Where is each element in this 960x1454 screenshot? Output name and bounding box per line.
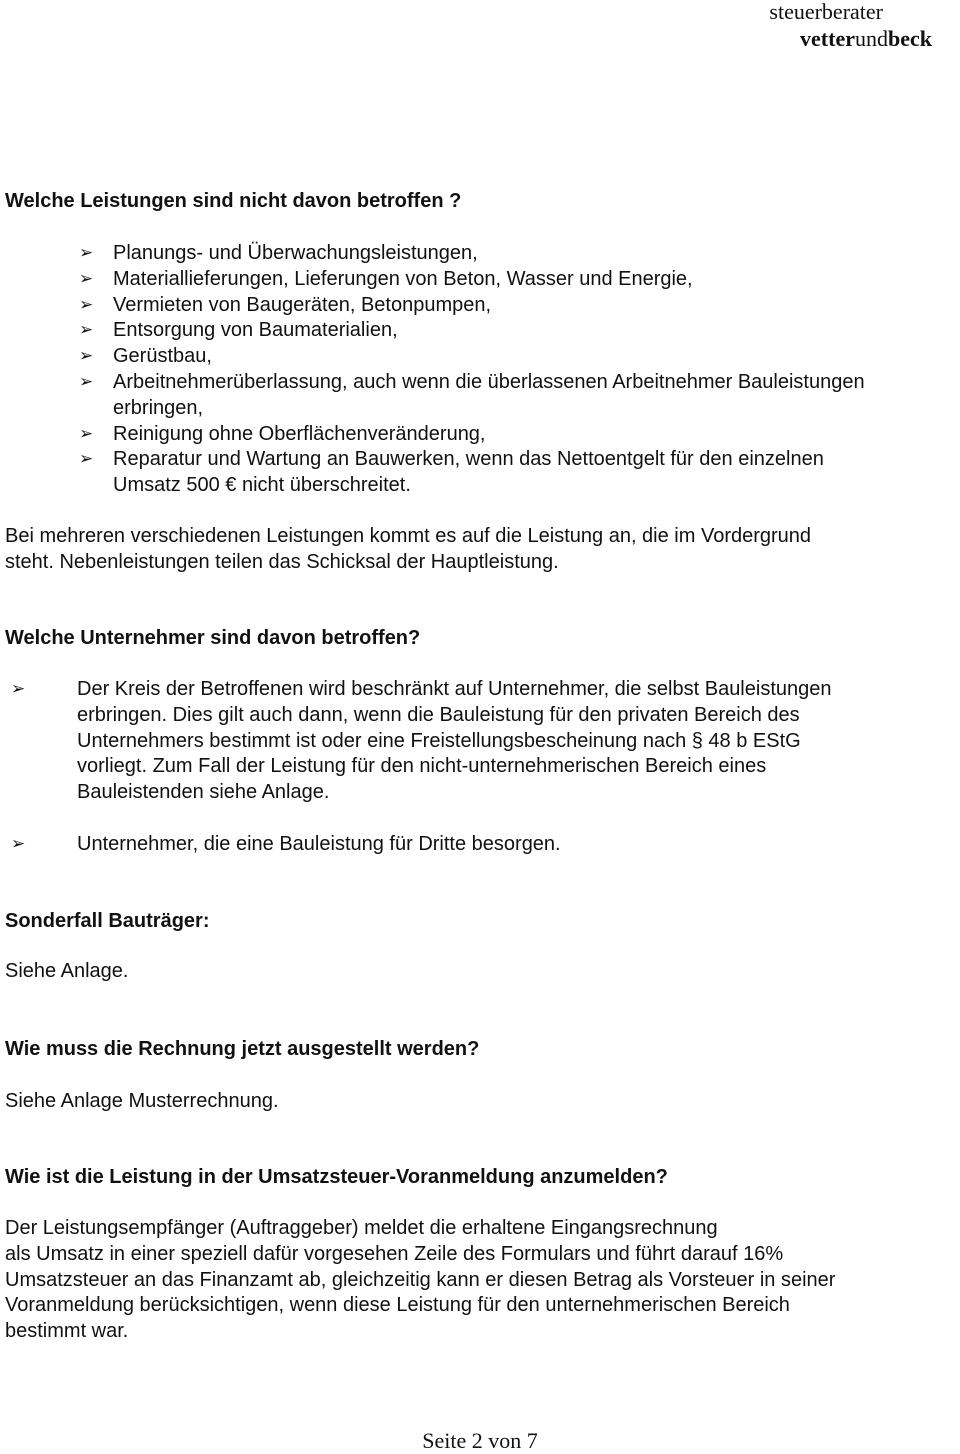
list-item	[79, 344, 865, 370]
heading-vat-return: Wie ist die Leistung in der Umsatzsteuer-Voranmeldung anzumelden?	[5, 1166, 668, 1188]
affected-list-item	[11, 677, 832, 806]
text-line: Voranmeldung berücksichtigen, wenn diese Leistung für den unternehmerischen Bereich	[5, 1294, 790, 1317]
arrow-bullet-icon: ➢	[79, 320, 94, 341]
text-line: Umsatzsteuer an das Finanzamt ab, gleichzeitig kann er diesen Betrag als Vorsteuer in seiner	[5, 1268, 836, 1291]
text-line: vorliegt. Zum Fall der Leistung für den nicht-unternehmerischen Bereich eines	[77, 755, 767, 778]
arrow-bullet-icon: ➢	[79, 268, 94, 289]
logo-line-1: steuerberater	[769, 0, 883, 24]
text-line: erbringen. Dies gilt auch dann, wenn die Bauleistung für den privaten Bereich des	[77, 703, 800, 726]
text-line: Bauleistenden siehe Anlage.	[77, 781, 330, 804]
text-line: Gerüstbau,	[113, 345, 212, 368]
arrow-bullet-icon: ➢	[79, 346, 94, 367]
text-line: Der Leistungsempfänger (Auftraggeber) meldet die erhaltene Eingangsrechnung	[5, 1217, 718, 1239]
text-line: Unternehmers bestimmt ist oder eine Freistellungsbescheinung nach § 48 b EStG	[77, 729, 801, 752]
heading-not-affected: Welche Leistungen sind nicht davon betroffen ?	[5, 190, 462, 212]
heading-bautraeger: Sonderfall Bauträger:	[5, 910, 210, 932]
text-line: Vermieten von Baugeräten, Betonpumpen,	[113, 293, 492, 316]
text-line: Bei mehreren verschiedenen Leistungen kommt es auf die Leistung an, die im Vordergrund	[5, 525, 812, 547]
arrow-bullet-icon: ➢	[79, 423, 94, 444]
text-line: Umsatz 500 € nicht überschreitet.	[113, 474, 411, 497]
text-line: bestimmt war.	[5, 1320, 129, 1343]
text-line: Materiallieferungen, Lieferungen von Beton, Wasser und Energie,	[113, 267, 693, 290]
company-logo	[769, 0, 932, 52]
list-item	[79, 293, 865, 319]
page-number: Seite 2 von 7	[422, 1428, 538, 1453]
list-item	[79, 422, 865, 448]
list-item	[79, 318, 865, 344]
heading-affected-companies: Welche Unternehmer sind davon betroffen?	[5, 627, 421, 649]
arrow-bullet-icon: ➢	[79, 243, 94, 263]
text-see-attachment: Siehe Anlage.	[5, 960, 129, 982]
text-line: erbringen,	[113, 396, 204, 419]
text-line: steht. Nebenleistungen teilen das Schicksal der Hauptleistung.	[5, 550, 559, 573]
list-item	[79, 447, 865, 499]
text-line: Reinigung ohne Oberflächenveränderung,	[113, 422, 486, 445]
text-line: Arbeitnehmerüberlassung, auch wenn die überlassenen Arbeitnehmer Bauleistungen	[113, 370, 865, 393]
arrow-bullet-icon: ➢	[79, 449, 94, 470]
list-item	[79, 241, 865, 267]
arrow-bullet-icon: ➢	[79, 294, 94, 315]
list-item	[79, 267, 865, 293]
text-line: Der Kreis der Betroffenen wird beschränkt auf Unternehmer, die selbst Bauleistungen	[77, 678, 832, 700]
arrow-bullet-icon: ➢	[79, 371, 94, 392]
text-line: Reparatur und Wartung an Bauwerken, wenn das Nettoentgelt für den einzelnen	[113, 448, 824, 471]
arrow-bullet-icon: ➢	[11, 679, 26, 699]
logo-part: und	[855, 26, 888, 51]
text-line: Planungs- und Überwachungsleistungen,	[113, 242, 478, 264]
paragraph-vat-return	[5, 1216, 835, 1345]
text-line: als Umsatz in einer speziell dafür vorgesehen Zeile des Formulars und führt darauf 16%	[5, 1242, 784, 1265]
paragraph-multiple-services	[5, 524, 811, 576]
logo-part: beck	[888, 26, 932, 51]
logo-line-2	[800, 26, 932, 51]
text-line: Entsorgung von Baumaterialien,	[113, 319, 398, 342]
arrow-bullet-icon: ➢	[11, 834, 26, 854]
text-line: Unternehmer, die eine Bauleistung für Dritte besorgen.	[77, 833, 561, 855]
logo-part: vetter	[800, 26, 855, 51]
excluded-services-list	[79, 241, 865, 499]
list-item	[79, 370, 865, 422]
affected-list-item	[11, 832, 561, 858]
heading-invoice: Wie muss die Rechnung jetzt ausgestellt werden?	[5, 1038, 480, 1060]
text-sample-invoice: Siehe Anlage Musterrechnung.	[5, 1090, 279, 1112]
